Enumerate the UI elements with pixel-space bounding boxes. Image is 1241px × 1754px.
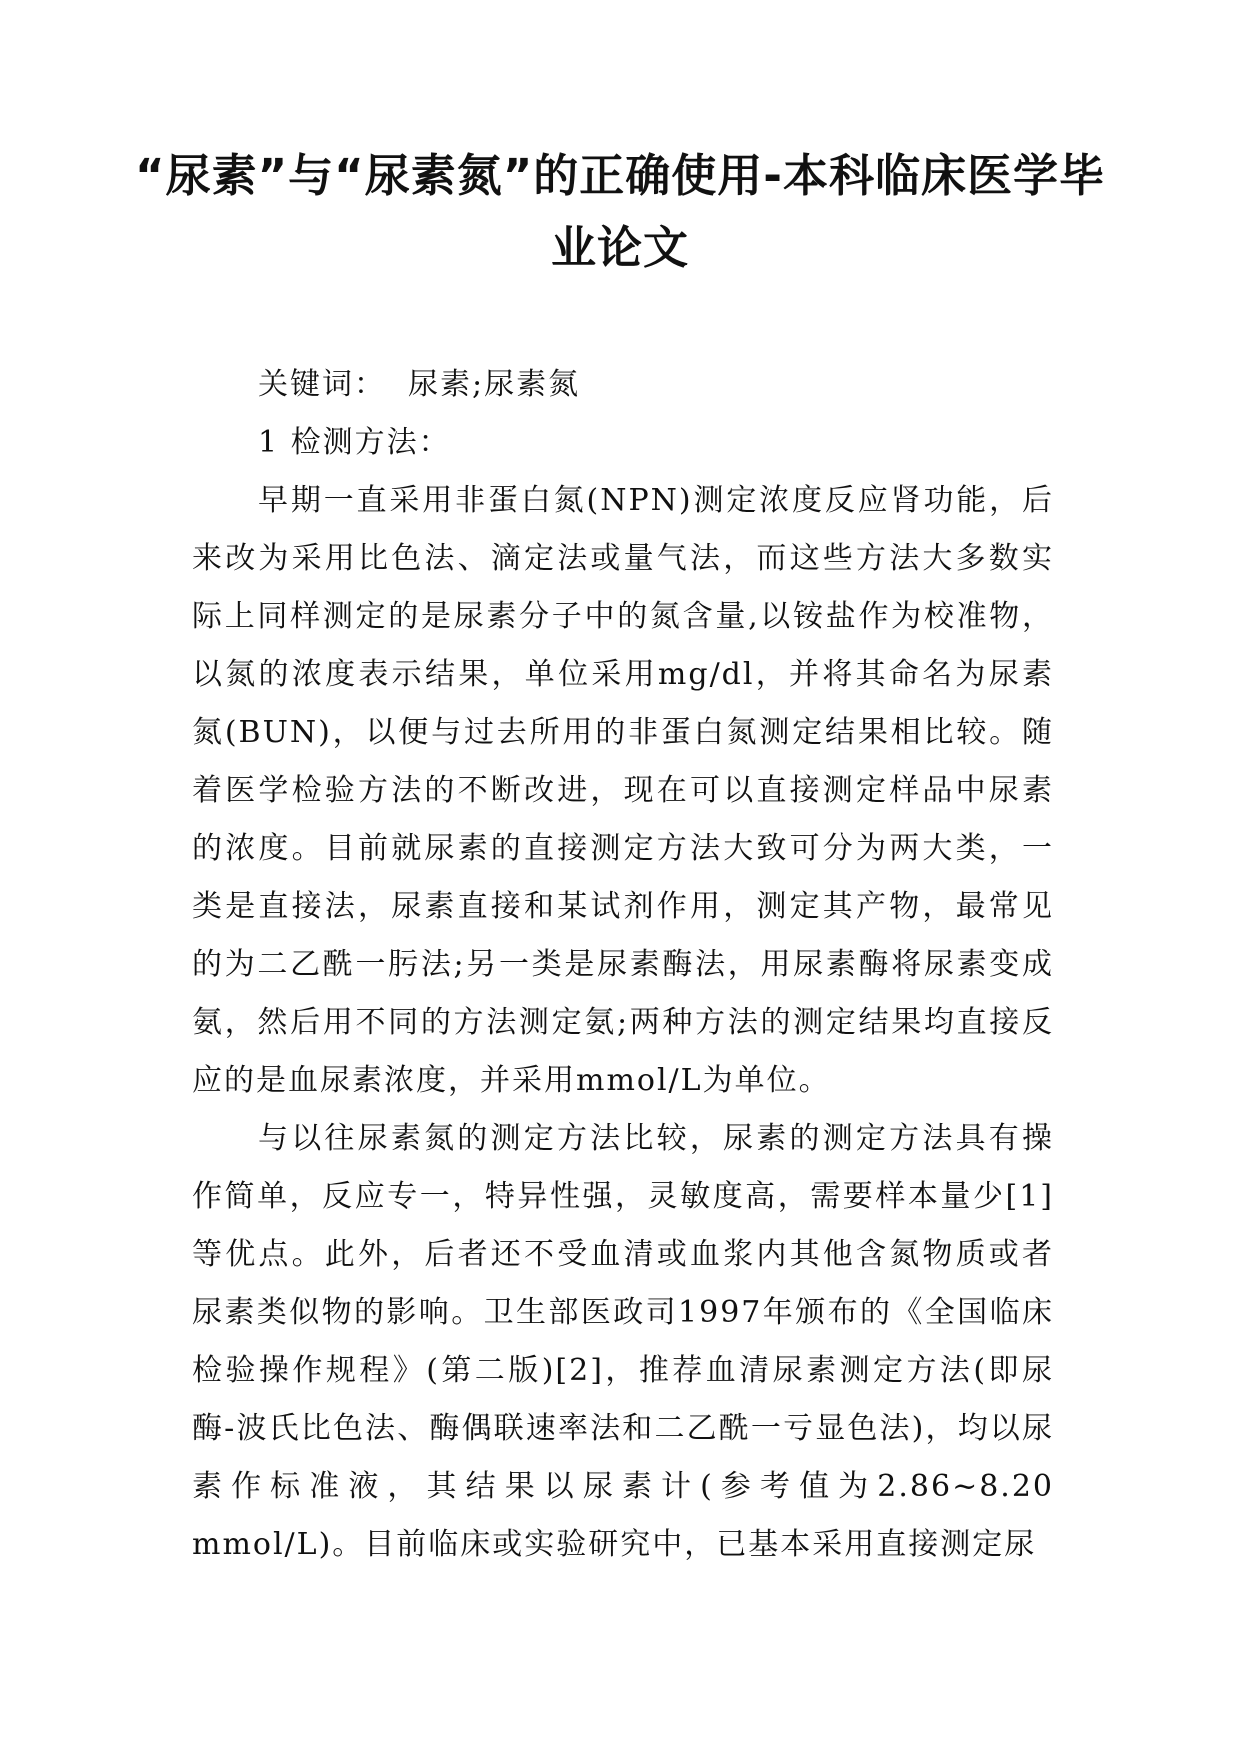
- document-title: “尿素”与“尿素氮”的正确使用-本科临床医学毕业论文: [135, 149, 1105, 274]
- section-heading: 1 检测方法：: [258, 425, 451, 460]
- keywords-label: 关键词：: [258, 367, 386, 402]
- keywords-value: 尿素;尿素氮: [408, 367, 581, 402]
- paragraph: 与以往尿素氮的测定方法比较，尿素的测定方法具有操作简单，反应专一，特异性强，灵敏度高，需要样本量少[1]等优点。此外，后者还不受血清或血浆内其他含氮物质或者尿素类似物的影响。卫生部医政司1997年颁布的《全国临床检验操作规程》(第二版)[2]，推荐血清尿素测定方法(即尿酶-波氏比色法、酶偶联速率法和二乙酰一亏显色法)，均以尿素作标准液，其结果以尿素计(参考值为2.86~8.20 mmol/L)。目前临床或实验研究中，已基本采用直接测定尿: [192, 1121, 1054, 1562]
- document-body: [192, 356, 1054, 1574]
- paragraph: 早期一直采用非蛋白氮(NPN)测定浓度反应肾功能，后来改为采用比色法、滴定法或量气法，而这些方法大多数实际上同样测定的是尿素分子中的氮含量,以铵盐作为校准物，以氮的浓度表示结果，单位采用mg/dl，并将其命名为尿素氮(BUN)，以便与过去所用的非蛋白氮测定结果相比较。随着医学检验方法的不断改进，现在可以直接测定样品中尿素的浓度。目前就尿素的直接测定方法大致可分为两大类，一类是直接法，尿素直接和某试剂作用，测定其产物，最常见的为二乙酰一肟法;另一类是尿素酶法，用尿素酶将尿素变成氨，然后用不同的方法测定氨;两种方法的测定结果均直接反应的是血尿素浓度，并采用mmol/L为单位。: [192, 483, 1054, 1098]
- keywords-line: [192, 356, 1054, 414]
